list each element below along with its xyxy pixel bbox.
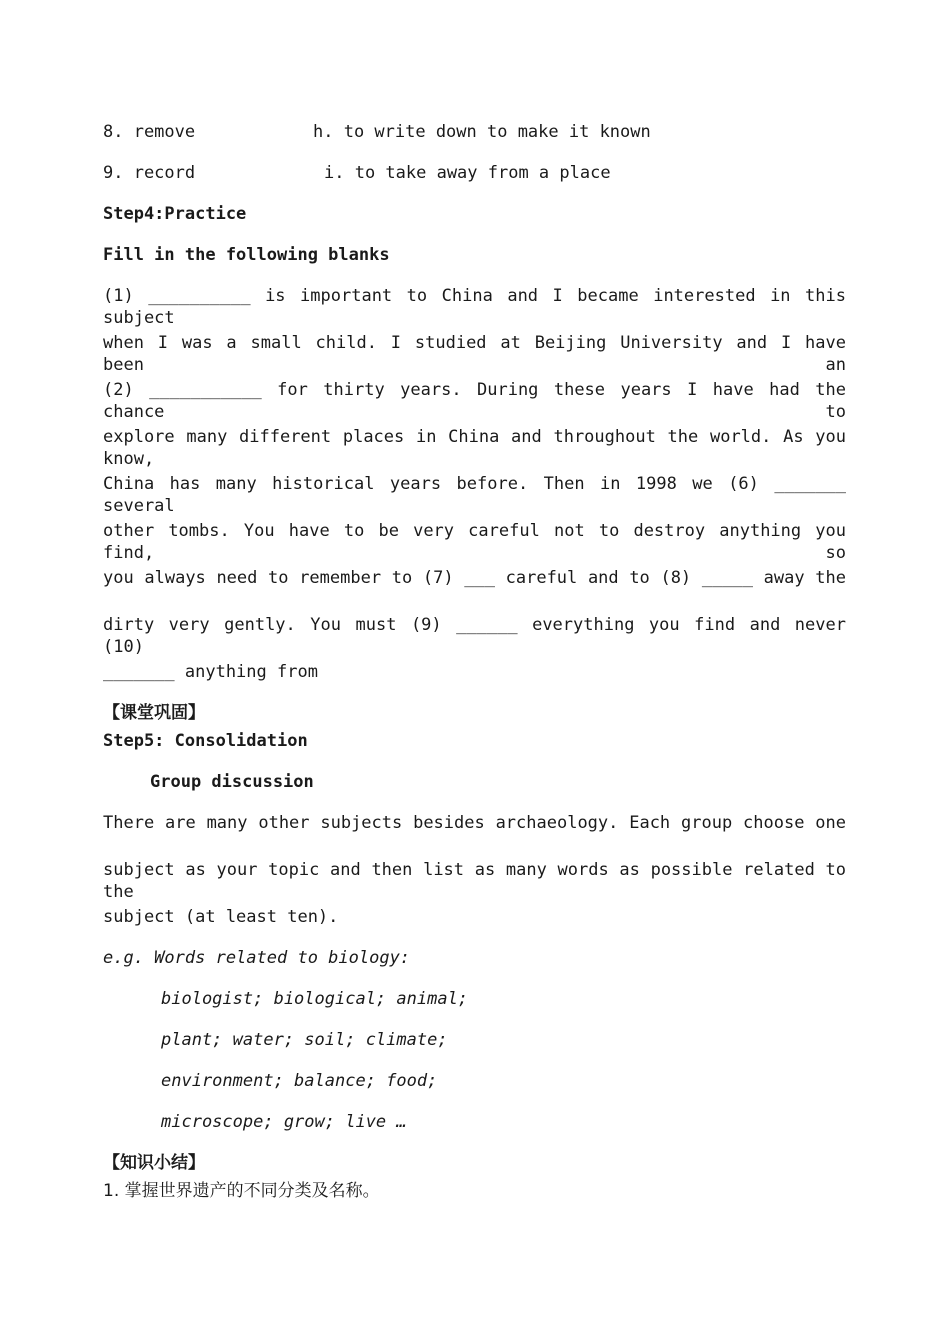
example-line-1: biologist; biological; animal; — [161, 989, 469, 1009]
matching-definition-i: i. to take away from a place — [324, 163, 611, 183]
section-heading-classroom: 【课堂巩固】 — [103, 703, 205, 723]
example-line-2: plant; water; soil; climate; — [161, 1030, 448, 1050]
step4-text-line-7: you always need to remember to (7) ___ careful and to (8) _____ away the — [103, 568, 846, 588]
step4-text-line-6: other tombs. You have to be very careful not to destroy anything you find, so — [103, 521, 846, 563]
step5-text-line-3: subject (at least ten). — [103, 907, 339, 927]
matching-word-8: 8. remove — [103, 122, 196, 142]
step4-text-line-3: (2) ___________ for thirty years. During these years I have had the chance to — [103, 380, 846, 422]
matching-definition-h: h. to write down to make it known — [313, 122, 651, 142]
step5-title: Step5: Consolidation — [103, 731, 308, 751]
example-line-4: microscope; grow; live … — [161, 1112, 407, 1132]
matching-word-9: 9. record — [103, 163, 196, 183]
step5-text-line-1: There are many other subjects besides archaeology. Each group choose one — [103, 813, 846, 833]
section-heading-summary: 【知识小结】 — [103, 1153, 205, 1173]
step4-instruction: Fill in the following blanks — [103, 245, 390, 265]
example-intro: e.g. Words related to biology: — [103, 948, 411, 968]
step4-text-line-9: _______ anything from — [103, 662, 318, 682]
summary-item-1: 1. 掌握世界遗产的不同分类及名称。 — [103, 1181, 380, 1201]
example-line-3: environment; balance; food; — [161, 1071, 438, 1091]
step4-title: Step4:Practice — [103, 204, 247, 224]
step5-subtitle: Group discussion — [150, 772, 314, 792]
step4-text-line-5: China has many historical years before. Then in 1998 we (6) _______ several — [103, 474, 846, 516]
step5-text-line-2: subject as your topic and then list as many words as possible related to the — [103, 860, 846, 902]
step4-text-line-2: when I was a small child. I studied at Beijing University and I have been an — [103, 333, 846, 375]
step4-text-line-8: dirty very gently. You must (9) ______ everything you find and never (10) — [103, 615, 846, 657]
step4-text-line-4: explore many different places in China and throughout the world. As you know, — [103, 427, 846, 469]
step4-text-line-1: (1) __________ is important to China and I became interested in this subject — [103, 286, 846, 328]
